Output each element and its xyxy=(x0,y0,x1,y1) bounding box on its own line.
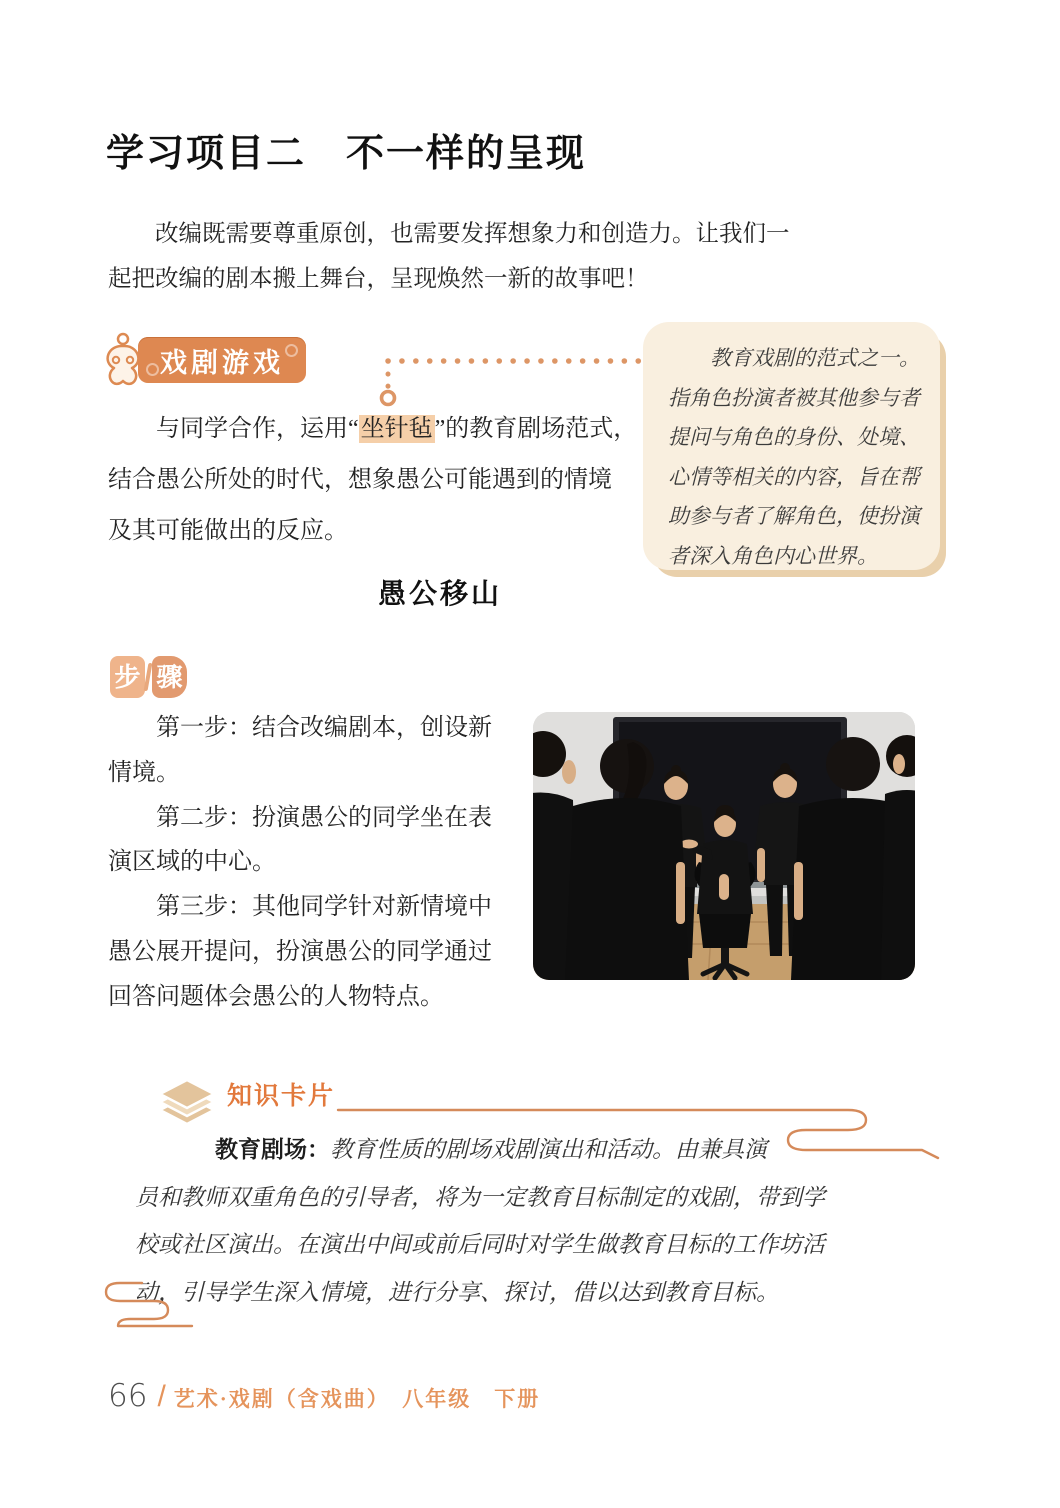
page-number: 66 xyxy=(108,1378,148,1414)
cloud-corner-decoration xyxy=(96,1278,196,1336)
drama-game-line1: 与同学合作，运用“坐针毡”的教育剧场范式， xyxy=(156,416,638,442)
page-footer xyxy=(108,1378,540,1414)
text-line: 情境。 xyxy=(108,759,180,786)
page-title: 学习项目二 不一样的呈现 xyxy=(106,133,587,175)
text-line: 改编既需要尊重原创，也需要发挥想象力和创造力。让我们一 xyxy=(155,221,790,247)
knowledge-card-term: 教育剧场： xyxy=(215,1136,330,1162)
text-line: 及其可能做出的反应。 xyxy=(108,518,348,544)
text-line: 演区域的中心。 xyxy=(108,849,276,876)
knowledge-card-body xyxy=(135,1126,945,1316)
steps-list xyxy=(108,706,533,1020)
hot-seating-photo xyxy=(533,712,915,980)
step-3 xyxy=(108,885,533,1019)
knowledge-card-title: 知识卡片 xyxy=(227,1082,336,1110)
highlighted-term: 坐针毡 xyxy=(360,416,433,442)
dotted-connector xyxy=(376,350,650,412)
text-line: 心情等相关的内容，旨在帮 xyxy=(668,464,920,489)
activity-title: 愚公移山 xyxy=(377,579,502,610)
text-line: 校或社区演出。在演出中间或前后同时对学生做教育目标的工作坊活 xyxy=(135,1232,825,1257)
steps-badge-char2: 骤 xyxy=(152,656,187,698)
photo-illustration xyxy=(533,712,915,980)
text-line: 助参与者了解角色，使扮演 xyxy=(668,504,920,528)
hot-seating-callout xyxy=(643,322,940,570)
book-title: 艺术·戏剧（含戏曲） 八年级 下册 xyxy=(173,1387,541,1411)
intro-paragraph xyxy=(108,212,868,302)
text-line: 愚公展开提问，扮演愚公的同学通过 xyxy=(108,938,492,965)
text-line: 第二步：扮演愚公的同学坐在表 xyxy=(156,804,492,831)
text-line: 第一步：结合改编剧本，创设新 xyxy=(156,715,492,741)
steps-badge-char1: 步 xyxy=(110,656,145,698)
footer-separator: / xyxy=(157,1380,166,1413)
steps-badge xyxy=(110,656,190,698)
text-line: 起把改编的剧本搬上舞台，呈现焕然一新的故事吧！ xyxy=(108,266,649,292)
text-line: 回答问题体会愚公的人物特点。 xyxy=(108,983,444,1010)
text-line: 提问与角色的身份、处境、 xyxy=(668,425,920,449)
text-line: 者深入角色内心世界。 xyxy=(668,543,878,568)
text-line: 结合愚公所处的时代，想象愚公可能遇到的情境 xyxy=(108,467,612,493)
step-1 xyxy=(108,706,533,796)
step-2 xyxy=(108,796,533,886)
text-line: 员和教师双重角色的引导者，将为一定教育目标制定的戏剧，带到学 xyxy=(135,1184,825,1210)
text-line: 第三步：其他同学针对新情境中 xyxy=(156,894,492,921)
drama-game-badge: 戏剧游戏 xyxy=(138,337,306,383)
text-line: 教育戏剧的范式之一。 xyxy=(710,346,920,370)
text-line: 动，引导学生深入情境，进行分享、探讨，借以达到教育目标。 xyxy=(135,1279,779,1305)
drama-game-paragraph xyxy=(108,404,648,557)
knowledge-card-line1: 教育剧场：教育性质的剧场戏剧演出和活动。由兼具演 xyxy=(215,1136,767,1162)
text-line: 指角色扮演者被其他参与者 xyxy=(668,385,920,410)
